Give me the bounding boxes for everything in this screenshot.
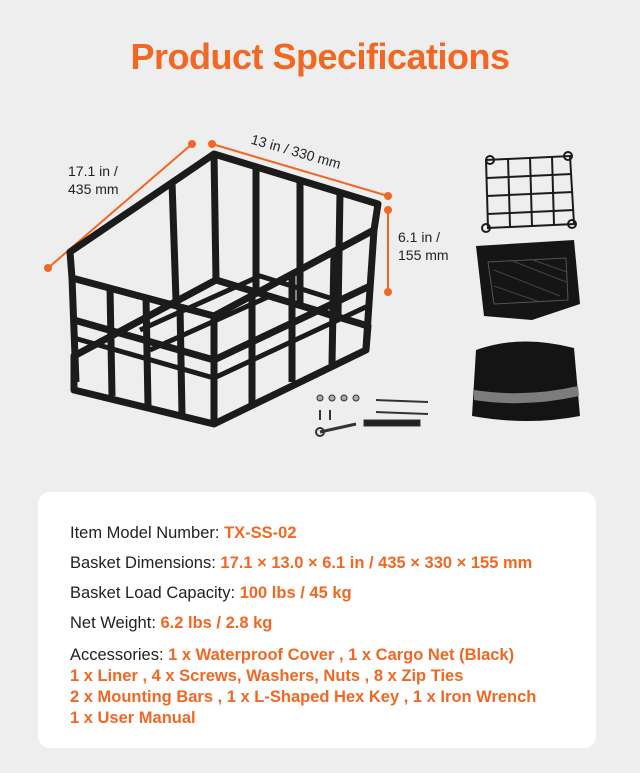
spec-label: Item Model Number: [70,524,225,542]
length-dimension-label: 17.1 in / 435 mm [68,163,119,197]
accessories-line-2: 1 x Liner , 4 x Screws, Washers, Nuts , 8 x Zip Ties [70,667,464,685]
spec-value: 17.1 × 13.0 × 6.1 in / 435 × 330 × 155 mm [220,554,533,572]
height-dimension-label: 6.1 in / 155 mm [398,229,449,263]
width-dimension-label: 13 in / 330 mm [249,130,343,172]
accessories-label: Accessories: [70,646,169,664]
spec-load-capacity [70,584,352,603]
spec-accessories [70,646,514,665]
spec-dimensions [70,554,532,573]
waterproof-cover [472,341,580,421]
spec-label: Basket Dimensions: [70,554,221,572]
product-figure [0,120,640,480]
spec-value: 6.2 lbs / 2.8 kg [160,614,273,632]
accessories-line-4: 1 x User Manual [70,709,196,727]
page-title: Product Specifications [130,36,510,77]
accessories-line-3: 2 x Mounting Bars , 1 x L-Shaped Hex Key , 1 x Iron Wrench [70,688,537,706]
spec-value: TX-SS-02 [224,524,297,542]
spec-card [38,492,596,748]
cargo-net [482,152,576,232]
liner [476,240,580,320]
spec-model [70,524,297,543]
spec-label: Net Weight: [70,614,161,632]
hardware [316,395,428,436]
spec-label: Basket Load Capacity: [70,584,240,602]
spec-value: 100 lbs / 45 kg [239,584,352,602]
spec-net-weight [70,614,272,633]
accessories-line-1: 1 x Waterproof Cover , 1 x Cargo Net (Black) [168,646,515,664]
